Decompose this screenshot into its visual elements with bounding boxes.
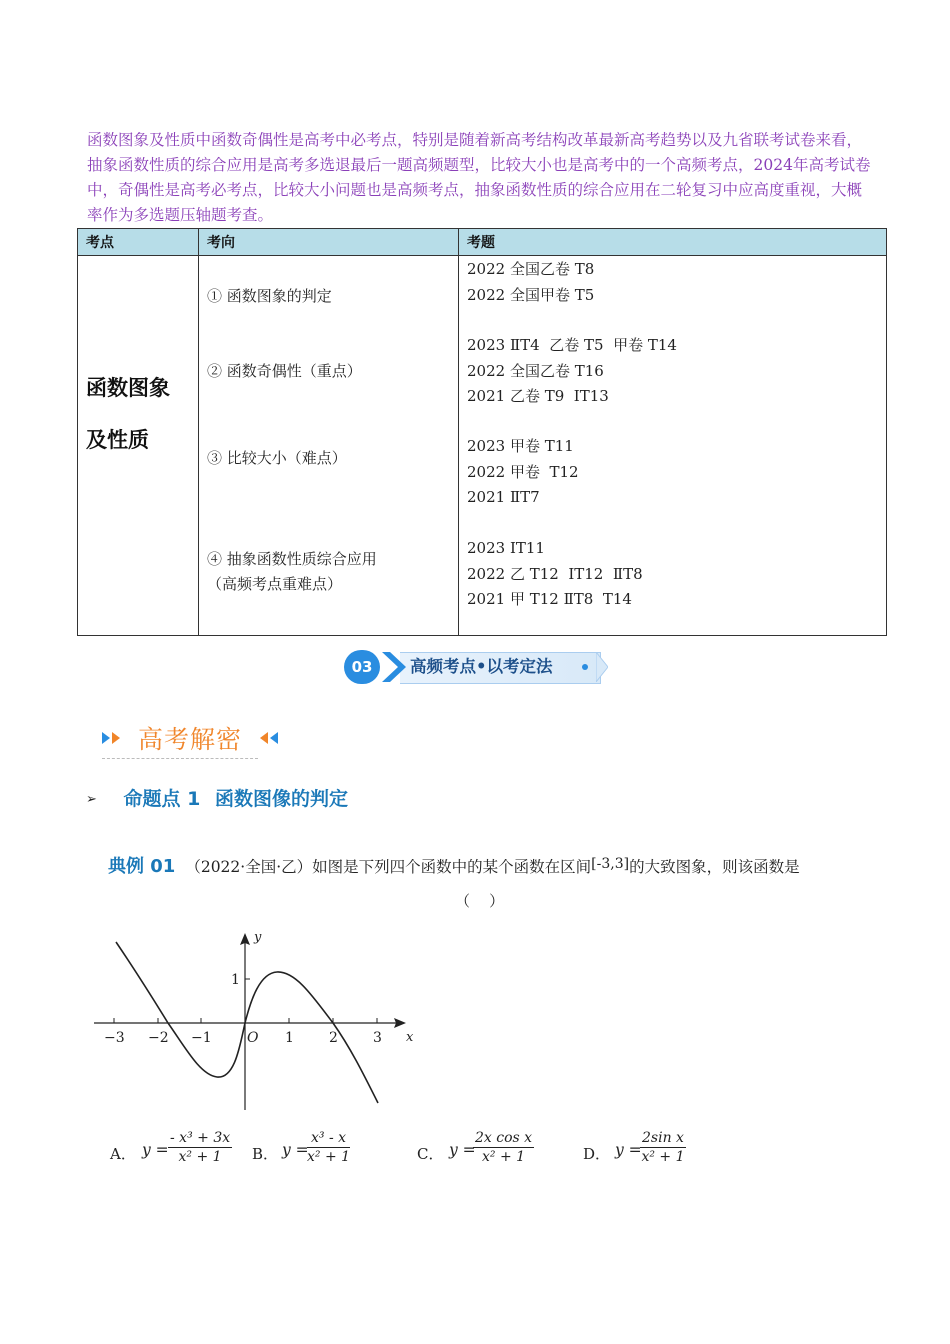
- header-topic: 考点: [78, 229, 199, 256]
- topic-line-1: 函数图象: [86, 376, 170, 400]
- example-text-after: 的大致图象，则该函数是: [629, 858, 800, 876]
- secret-title: 高考解密: [138, 725, 243, 754]
- option-lhs: y =: [282, 1141, 309, 1159]
- proposition-heading: [86, 784, 348, 811]
- option-fraction: $\frac{\text{2x cos x}}{\text{x² + 1}}$: [475, 1130, 533, 1165]
- secret-heading: [102, 718, 262, 760]
- example-tag: 典例 01: [108, 856, 176, 877]
- questions-cell: [459, 256, 887, 636]
- option-letter: A．: [110, 1145, 136, 1163]
- x-tick-label: 3: [373, 1030, 382, 1046]
- direction-item: ① 函数图象的判定: [207, 287, 332, 305]
- dot-icon: [580, 662, 590, 672]
- x-tick-label: −2: [148, 1030, 169, 1046]
- option-fraction: $\frac{\text{- x³ + 3x}}{\text{x² + 1}}$: [170, 1130, 231, 1165]
- option-letter: D．: [583, 1145, 611, 1163]
- question-group: 2022 全国乙卷 T8 2022 全国甲卷 T5: [467, 260, 595, 304]
- y-tick-label: 1: [231, 972, 240, 988]
- example-question: [108, 852, 888, 878]
- banner-tail-icon: [596, 652, 608, 682]
- option-fraction: $\frac{\text{2sin x}}{\text{x² + 1}}$: [641, 1130, 685, 1165]
- question-group: 2023 甲卷 T11 2022 甲卷 T12 2021 ⅡT7: [467, 437, 579, 506]
- option-lhs: y =: [449, 1141, 476, 1159]
- dashed-rule: [102, 758, 258, 759]
- direction-item: ④ 抽象函数性质综合应用 （高频考点重难点）: [207, 550, 377, 593]
- option-b[interactable]: [252, 1130, 362, 1174]
- double-arrow-left-icon: [260, 730, 286, 746]
- option-letter: B．: [252, 1145, 279, 1163]
- question-group: 2023 ⅠT11 2022 乙 T12 ⅠT12 ⅡT8 2021 甲 T12 ⅡT8 T14: [467, 539, 643, 608]
- option-lhs: y =: [615, 1141, 642, 1159]
- topic-table: [77, 228, 887, 636]
- bullet-arrow-icon: ➢: [86, 792, 97, 807]
- example-interval: [-3,3]: [591, 856, 630, 872]
- direction-cell: [199, 256, 459, 636]
- direction-item: ② 函数奇偶性（重点）: [207, 362, 362, 380]
- x-tick-label: −1: [191, 1030, 212, 1046]
- option-lhs: y =: [142, 1141, 169, 1159]
- option-letter: C．: [417, 1145, 444, 1163]
- topic-line-2: 及性质: [86, 428, 149, 452]
- function-graph: [90, 925, 420, 1115]
- option-d[interactable]: [583, 1130, 703, 1174]
- x-tick-label: −3: [104, 1030, 125, 1046]
- x-axis-label: x: [406, 1030, 414, 1045]
- example-text-before: （2022·全国·乙）如图是下列四个函数中的某个函数在区间: [185, 858, 592, 876]
- option-fraction: $\frac{\text{x³ - x}}{\text{x² + 1}}$: [307, 1130, 351, 1165]
- y-axis-label: y: [254, 930, 262, 945]
- banner-text: 高频考点•以考定法: [410, 657, 553, 676]
- proposition-title: 函数图像的判定: [215, 788, 349, 810]
- x-tick-label: 1: [285, 1030, 294, 1046]
- option-c[interactable]: [417, 1130, 547, 1174]
- chevron-right-icon: [378, 650, 408, 684]
- intro-paragraph: 函数图象及性质中函数奇偶性是高考中必考点，特别是随着新高考结构改革最新高考趋势以及九省联考试卷来看，抽象函数性质的综合应用是高考多选退最后一题高频题型，比较大小也是高考中的一个高频考点，2024年高考试卷中，奇偶性是高考必考点，比较大小问题也是高频考点，抽象函数性质的综合应用在二轮复习中应高度重视，大概率作为多选题压轴题考查。: [87, 131, 871, 224]
- origin-label: O: [247, 1030, 259, 1046]
- header-direction: 考向: [199, 229, 459, 256]
- question-group: 2023 ⅡT4 乙卷 T5 甲卷 T14 2022 全国乙卷 T16 2021 乙卷 T9 ⅠT13: [467, 336, 677, 405]
- option-a[interactable]: [110, 1130, 240, 1174]
- proposition-label: 命题点 1: [123, 788, 201, 810]
- answer-parentheses: （ ）: [455, 892, 505, 910]
- header-questions: 考题: [459, 229, 887, 256]
- section-banner: [344, 646, 608, 688]
- direction-item: ③ 比较大小（难点）: [207, 449, 347, 467]
- x-tick-label: 2: [329, 1030, 338, 1046]
- double-arrow-right-icon: [102, 730, 128, 746]
- topic-cell: [78, 256, 199, 636]
- banner-number: 03: [344, 650, 380, 684]
